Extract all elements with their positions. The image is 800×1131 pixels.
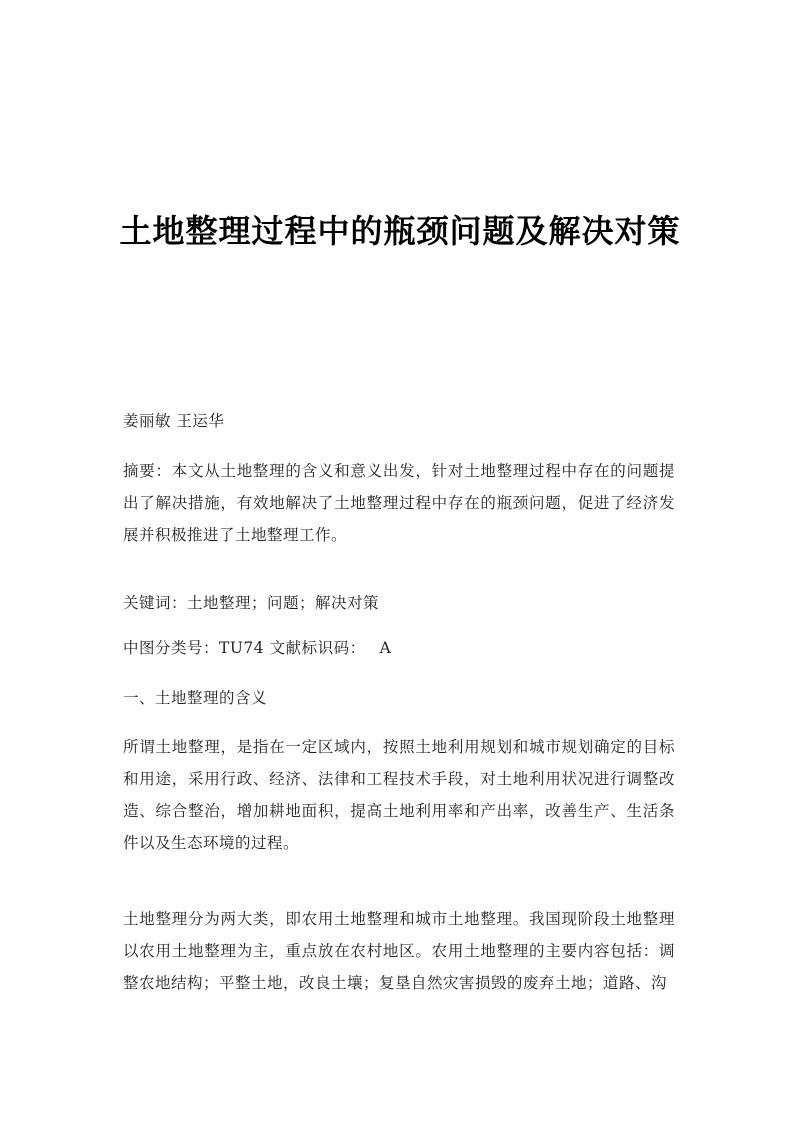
document-title: 土地整理过程中的瓶颈问题及解决对策 (119, 212, 681, 251)
body-paragraph: 所谓土地整理，是指在一定区域内，按照土地利用规划和城市规划确定的目标和用途，采用行政、经济、法律和工程技术手段，对土地利用状况进行调整改造、综合整治，增加耕地面积，提高土地利用率和产出率，改善生产、生活条件以及生态环境的过程。 (123, 738, 675, 852)
classification-line (123, 632, 675, 664)
authors-line: 姜丽敏 王运华 (123, 412, 225, 430)
keywords-line: 关键词：土地整理；问题；解决对策 (123, 594, 380, 612)
document-code-label: 文献标识码： (269, 639, 366, 657)
abstract-paragraph: 摘要：本文从土地整理的含义和意义出发，针对土地整理过程中存在的问题提出了解决措施，有效地解决了土地整理过程中存在的瓶颈问题，促进了经济发展并积极推进了土地整理工作。 (123, 462, 675, 544)
clc-number: 中图分类号：TU74 (123, 639, 265, 657)
section-heading: 一、土地整理的含义 (123, 689, 268, 707)
document-code-value: A (379, 639, 392, 657)
body-paragraph: 土地整理分为两大类，即农用土地整理和城市土地整理。我国现阶段土地整理以农用土地整理为主，重点放在农村地区。农用土地整理的主要内容包括：调整农地结构；平整土地，改良土壤；复垦自然灾害损毁的废弃土地；道路、沟 (123, 910, 675, 992)
